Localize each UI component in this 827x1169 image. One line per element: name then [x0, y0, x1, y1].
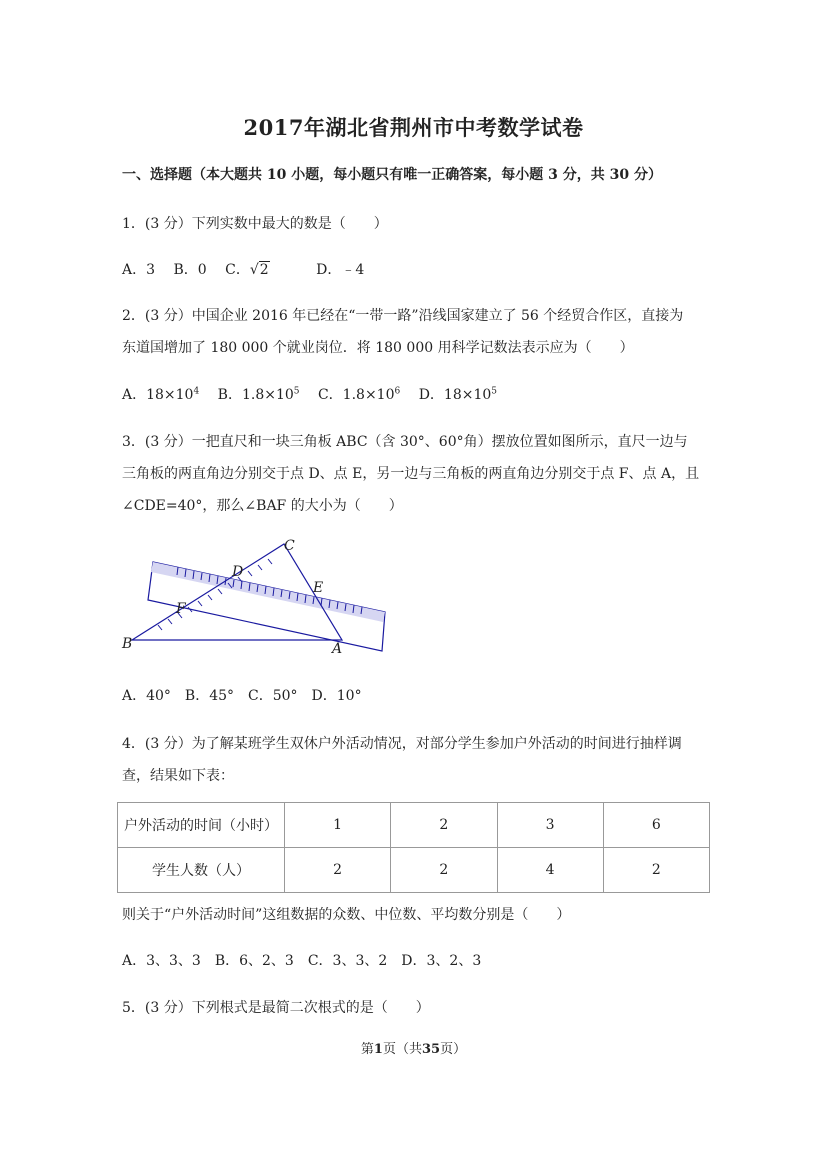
- q2-option-c: C．$1.8\times 10^6$: [317, 386, 401, 403]
- question-4-line-2: 查，结果如下表：: [122, 768, 234, 784]
- question-4-after-table: 则关于“户外活动时间”这组数据的众数、中位数、平均数分别是（ ）: [122, 907, 571, 923]
- table-cell: 户外活动的时间（小时）: [118, 803, 285, 848]
- table-cell: 2: [391, 803, 497, 848]
- question-4-line-1: 4．(3 分）为了解某班学生双休户外活动情况，对部分学生参加户外活动的时间进行抽样调: [122, 736, 682, 752]
- ruler-triangle-figure: [118, 534, 393, 659]
- table-row: [118, 848, 710, 893]
- q2-option-d: D．$18\times 10^5$: [418, 386, 498, 403]
- question-5-stem: 5．(3 分）下列根式是最简二次根式的是（ ）: [122, 1000, 430, 1016]
- label-f: F: [176, 601, 186, 617]
- question-3-line-1: 3．(3 分）一把直尺和一块三角板 ABC（含 30°、60°角）摆放位置如图所示，直尺一边与: [122, 434, 688, 450]
- footer-mid: 页（共: [382, 1042, 422, 1057]
- question-3-line-2: 三角板的两直角边分别交于点 D、点 E，另一边与三角板的两直角边分别交于点 F、点 A，且: [122, 466, 700, 482]
- table-cell: 6: [603, 803, 709, 848]
- question-4-options: A．3、3、3 B．6、2、3 C．3、3、2 D．3、2、3: [122, 953, 482, 969]
- question-1-options: [122, 259, 378, 279]
- q1-option-b: B．0: [173, 262, 207, 278]
- sqrt-symbol: √2: [249, 262, 269, 278]
- table-cell: 2: [285, 848, 391, 893]
- question-3-line-3: ∠CDE=40°，那么∠BAF 的大小为（ ）: [122, 498, 403, 514]
- q2-option-a: A．$18\times 10^4$: [122, 386, 200, 403]
- table-row: [118, 803, 710, 848]
- q1-option-c: C．√2: [225, 262, 298, 278]
- table-cell: 3: [497, 803, 603, 848]
- label-d: D: [232, 564, 244, 580]
- table-cell: 2: [603, 848, 709, 893]
- label-e: E: [313, 580, 324, 596]
- q1-option-a: A．3: [122, 262, 156, 278]
- footer-prefix: 第: [360, 1042, 374, 1057]
- page-total: 35: [421, 1042, 441, 1057]
- table-cell: 1: [285, 803, 391, 848]
- question-2-options: [122, 384, 511, 404]
- table-cell: 4: [497, 848, 603, 893]
- question-1-stem: 1．(3 分）下列实数中最大的数是（ ）: [122, 216, 388, 232]
- page-number: 1: [373, 1042, 383, 1057]
- label-c: C: [284, 538, 295, 554]
- q2-option-b: B．$1.8\times 10^5$: [217, 386, 300, 403]
- q1-option-d: D．﹣4: [316, 262, 365, 278]
- label-b: B: [122, 636, 133, 652]
- page-footer: [0, 1038, 827, 1057]
- page-title: 2017年湖北省荆州市中考数学试卷: [243, 115, 584, 140]
- label-a: A: [332, 641, 343, 657]
- section-heading: 一、选择题（本大题共 10 小题，每小题只有唯一正确答案，每小题 3 分，共 30 分）: [122, 167, 662, 183]
- question-3-options: A．40° B．45° C．50° D．10°: [122, 688, 362, 704]
- footer-suffix: 页）: [440, 1042, 467, 1057]
- question-2-line-2: 东道国增加了 180 000 个就业岗位．将 180 000 用科学记数法表示应为（ ）: [122, 340, 634, 356]
- question-2-line-1: 2．(3 分）中国企业 2016 年已经在“一带一路”沿线国家建立了 56 个经贸合作区，直接为: [122, 308, 684, 324]
- table-cell: 2: [391, 848, 497, 893]
- table-cell: 学生人数（人）: [118, 848, 285, 893]
- activity-table: [117, 802, 710, 893]
